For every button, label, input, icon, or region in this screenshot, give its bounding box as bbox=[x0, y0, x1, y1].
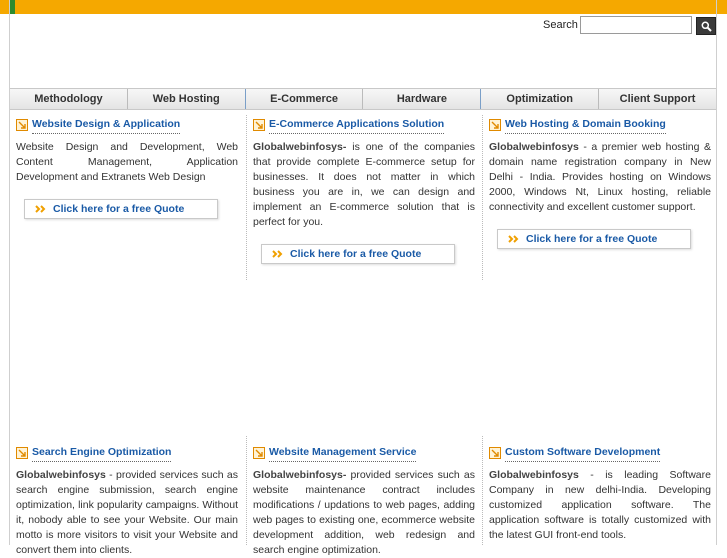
section-description: - provided services such as search engine submission, search engine optimization, link popularity campaigns. Without it, nobody able to see your Website. Our main motto is more visitors to visit your Website and convert them into clients. bbox=[16, 469, 238, 556]
free-quote-button[interactable] bbox=[497, 229, 691, 249]
section-text bbox=[489, 468, 711, 543]
quote-arrow-icon bbox=[35, 204, 49, 214]
arrow-icon bbox=[16, 447, 28, 459]
free-quote-label: Click here for a free Quote bbox=[526, 232, 658, 245]
arrow-icon bbox=[253, 447, 265, 459]
search-input[interactable] bbox=[580, 16, 692, 34]
arrow-icon bbox=[489, 119, 501, 131]
quote-arrow-icon bbox=[508, 234, 522, 244]
column-divider bbox=[246, 436, 247, 545]
section-web-hosting bbox=[489, 118, 711, 249]
section-text bbox=[253, 140, 475, 230]
section-text bbox=[16, 140, 238, 185]
section-company: Globalwebinfosys- bbox=[253, 469, 347, 481]
section-description: - a premier web hosting & domain name registration company in New Delhi - India. Provides hosting on Windows 2000, Windows Nt, Linux hosting, reliable connectivity and excellent customer support. bbox=[489, 141, 711, 213]
free-quote-label: Click here for a free Quote bbox=[53, 202, 185, 215]
section-title[interactable]: Web Hosting & Domain Booking bbox=[505, 117, 666, 134]
arrow-icon bbox=[253, 119, 265, 131]
column-divider bbox=[246, 115, 247, 280]
nav-optimization[interactable]: Optimization bbox=[480, 89, 598, 109]
section-description: is one of the companies that provide complete E-commerce setup for businesses. It does not matter in which business you are in, we can design and implement an E-commerce solution that is perfect for you. bbox=[253, 141, 475, 228]
search-label: Search bbox=[543, 19, 578, 31]
search-icon bbox=[701, 21, 712, 32]
frame-right-border bbox=[716, 0, 717, 545]
section-company: Globalwebinfosys bbox=[489, 469, 579, 481]
section-website-management bbox=[253, 446, 475, 558]
free-quote-button[interactable] bbox=[24, 199, 218, 219]
section-company: Globalwebinfosys bbox=[16, 469, 106, 481]
free-quote-label: Click here for a free Quote bbox=[290, 247, 422, 260]
section-text bbox=[489, 140, 711, 215]
section-ecommerce bbox=[253, 118, 475, 264]
nav-methodology[interactable]: Methodology bbox=[34, 93, 103, 105]
arrow-icon bbox=[16, 119, 28, 131]
section-title[interactable]: Website Management Service bbox=[269, 445, 416, 462]
column-divider bbox=[482, 436, 483, 545]
section-seo bbox=[16, 446, 238, 558]
nav-hardware[interactable]: Hardware bbox=[362, 89, 480, 109]
arrow-icon bbox=[489, 447, 501, 459]
column-divider bbox=[482, 115, 483, 280]
section-title[interactable]: E-Commerce Applications Solution bbox=[269, 117, 444, 134]
section-title[interactable]: Website Design & Application bbox=[32, 117, 180, 134]
free-quote-button[interactable] bbox=[261, 244, 455, 264]
quote-arrow-icon bbox=[272, 249, 286, 259]
section-title[interactable]: Search Engine Optimization bbox=[32, 445, 171, 462]
search-button[interactable] bbox=[696, 17, 716, 35]
section-title[interactable]: Custom Software Development bbox=[505, 445, 660, 462]
main-nav bbox=[10, 88, 716, 110]
section-description: provided services such as website maintenance contract includes modifications / updations to web pages, adding web pages to existing one, ecommerce website development addition, web redesign and search engine optimization. bbox=[253, 469, 475, 556]
nav-client-support[interactable]: Client Support bbox=[598, 89, 716, 109]
section-company: Globalwebinfosys- bbox=[253, 141, 347, 153]
top-bar bbox=[0, 0, 727, 14]
section-custom-software bbox=[489, 446, 711, 543]
frame-left-border bbox=[9, 0, 10, 545]
section-website-design bbox=[16, 118, 238, 219]
section-company: Globalwebinfosys bbox=[489, 141, 579, 153]
nav-e-commerce[interactable]: E-Commerce bbox=[245, 89, 363, 109]
nav-web-hosting[interactable]: Web Hosting bbox=[127, 89, 245, 109]
section-description: Website Design and Development, Web Content Management, Application Development and Extranets Web Design bbox=[16, 141, 238, 183]
section-description: - is leading Software Company in new delhi-India. Developing customized application software. The application software is totally customized with the latest GUI front-end tools. bbox=[489, 469, 711, 541]
